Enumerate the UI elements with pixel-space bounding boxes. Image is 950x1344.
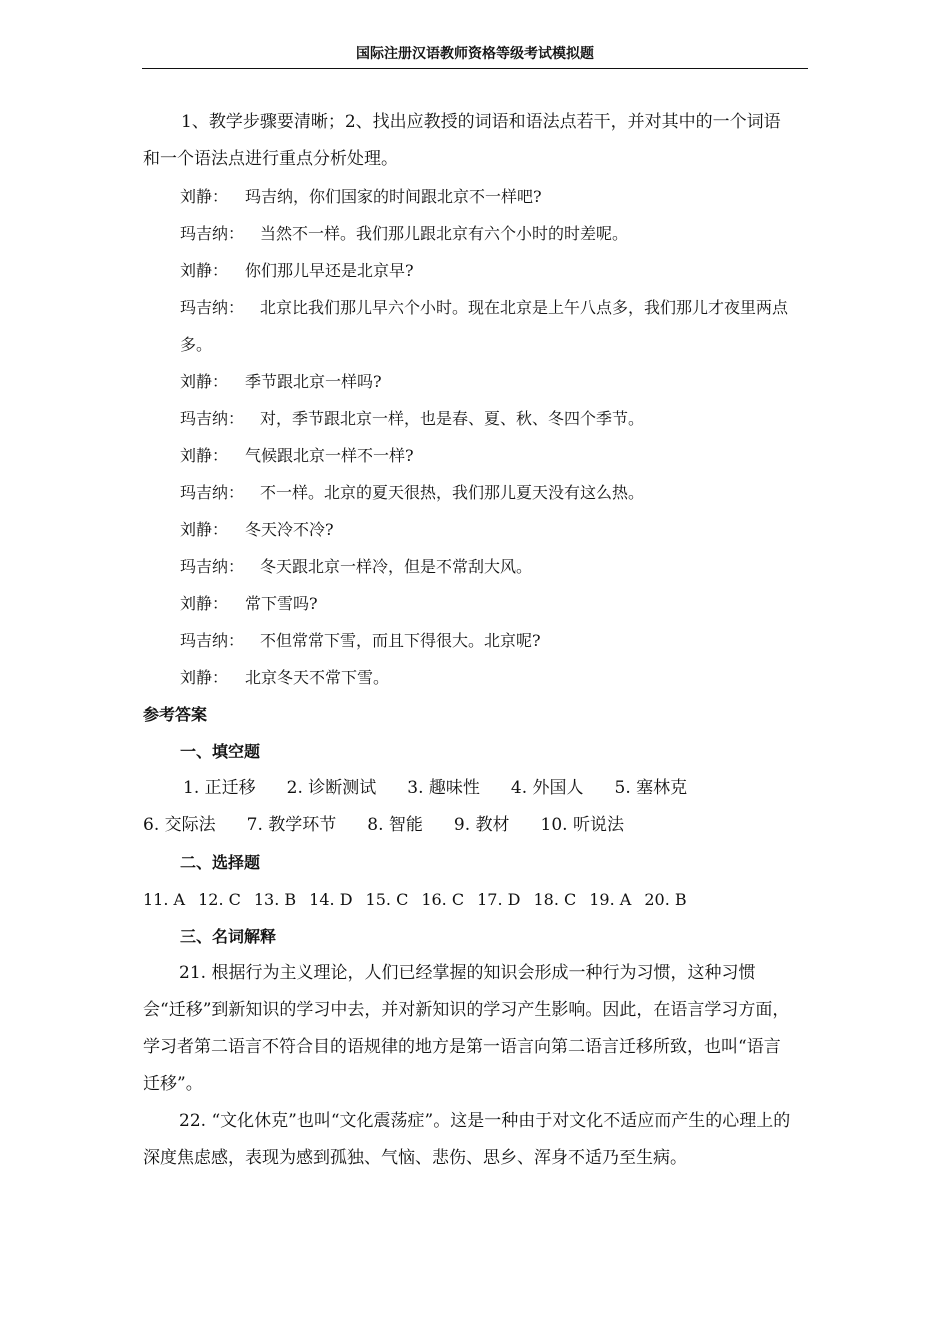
dialog-line [143,511,797,548]
answer-item: 1. 正迁移 [183,778,256,798]
utterance: 季节跟北京一样吗? [245,372,382,391]
answer-item: 18. C [533,890,577,909]
dialog-line [143,474,797,511]
answer-item: 4. 外国人 [510,778,584,798]
answer-item: 14. D [309,890,353,909]
answer-item: 10. 听说法 [540,815,624,835]
answer-item: 16. C [421,890,465,909]
speaker: 刘静： [180,372,229,391]
answer-item: 8. 智能 [367,815,423,835]
utterance: 当然不一样。我们那儿跟北京有六个小时的时差呢。 [260,224,629,243]
utterance: 不一样。北京的夏天很热，我们那儿夏天没有这么热。 [260,483,645,502]
utterance: 玛吉纳，你们国家的时间跟北京不一样吧? [245,187,542,206]
answers-title: 参考答案 [143,705,208,724]
answer-item: 6. 交际法 [143,815,216,835]
answer-item: 5. 塞林克 [614,778,688,798]
utterance: 冬天跟北京一样冷，但是不常刮大风。 [260,557,533,576]
answer-item: 9. 教材 [453,815,510,835]
utterance: 气候跟北京一样不一样? [245,446,414,465]
answer-item: 11. A [143,890,186,909]
answer-item: 15. C [365,890,409,909]
answer-item: 17. D [477,890,521,909]
dialog-line [143,252,797,289]
utterance: 你们那儿早还是北京早? [245,261,414,280]
dialog-line [143,400,797,437]
speaker: 刘静： [180,594,229,613]
utterance: 北京比我们那儿早六个小时。现在北京是上午八点多，我们那儿才夜里两点多。 [180,298,789,354]
dialog-line [143,548,797,585]
dialog-line [143,622,797,659]
fill-blank-row [143,807,797,844]
speaker: 刘静： [180,668,229,687]
answer-item: 19. A [589,890,632,909]
speaker: 玛吉纳： [180,557,245,576]
dialog-line [143,363,797,400]
answer-item: 12. C [198,890,241,909]
document-body [143,104,797,1177]
answer-item: 7. 教学环节 [246,815,337,835]
utterance: 北京冬天不常下雪。 [245,668,390,687]
dialog-line [143,585,797,622]
instructions-paragraph: 1、教学步骤要清晰；2、找出应教授的词语和语法点若干，并对其中的一个词语和一个语法点进行重点分析处理。 [143,112,781,169]
dialog-line [143,178,797,215]
answer-item: 2. 诊断测试 [286,778,377,798]
speaker: 玛吉纳： [180,224,245,243]
term-definition: 22. “文化休克”也叫“文化震荡症”。这是一种由于对文化不适应而产生的心理上的深度焦虑感，表现为感到孤独、气恼、悲伤、思乡、浑身不适乃至生病。 [143,1111,791,1168]
dialog-line [143,215,797,252]
speaker: 玛吉纳： [180,631,245,650]
dialog-line [143,437,797,474]
fill-blank-title: 一、填空题 [180,742,261,761]
answer-item: 13. B [253,890,297,909]
utterance: 不但常常下雪，而且下得很大。北京呢? [260,631,541,650]
dialog-line [143,289,797,363]
answer-item: 20. B [644,890,687,909]
dialog-line [143,659,797,696]
fill-blank-row [143,770,797,807]
choice-row [143,881,797,918]
dialog-block [143,178,797,696]
speaker: 刘静： [180,520,229,539]
speaker: 玛吉纳： [180,298,245,317]
utterance: 对，季节跟北京一样，也是春、夏、秋、冬四个季节。 [260,409,645,428]
speaker: 玛吉纳： [180,409,245,428]
terms-title: 三、名词解释 [180,927,277,946]
speaker: 刘静： [180,187,229,206]
utterance: 常下雪吗? [245,594,318,613]
answer-item: 3. 趣味性 [407,778,480,798]
utterance: 冬天冷不冷? [245,520,334,539]
choice-title: 二、选择题 [180,853,261,872]
page-header: 国际注册汉语教师资格等级考试模拟题 [356,46,594,62]
header-divider [142,68,808,69]
speaker: 刘静： [180,446,229,465]
speaker: 刘静： [180,261,229,280]
speaker: 玛吉纳： [180,483,245,502]
term-definition: 21. 根据行为主义理论，人们已经掌握的知识会形成一种行为习惯，这种习惯会“迁移”到新知识的学习中去，并对新知识的学习产生影响。因此，在语言学习方面，学习者第二语言不符合目的语规律的地方是第一语言向第二语言迁移所致，也叫“语言迁移”。 [143,963,790,1094]
